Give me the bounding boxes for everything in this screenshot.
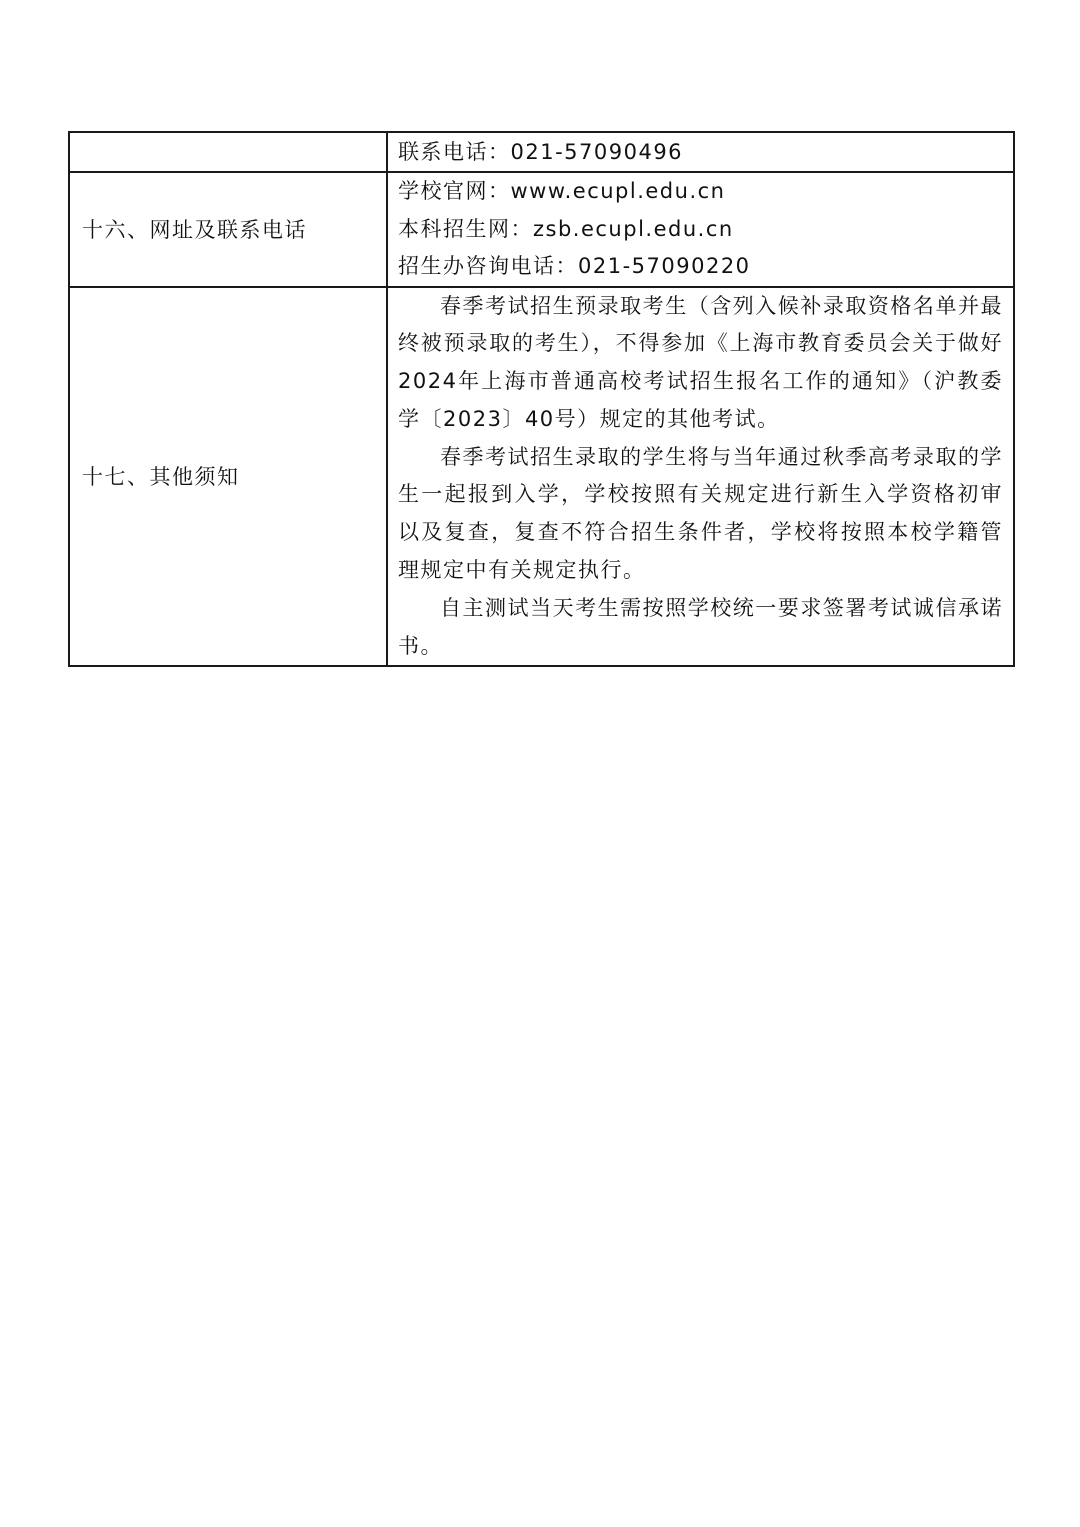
school-website-line: 学校官网：www.ecupl.edu.cn (398, 179, 726, 203)
admission-phone-line: 招生办咨询电话：021-57090220 (398, 254, 751, 278)
notice-label: 十七、其他须知 (69, 287, 387, 667)
notice-paragraph-3: 自主测试当天考生需按照学校统一要求签署考试诚信承诺书。 (398, 595, 1003, 658)
table-row-website (69, 172, 1014, 287)
notice-paragraph-1: 春季考试招生预录取考生（含列入候补录取资格名单并最终被预录取的考生），不得参加《上海市教育委员会关于做好2024年上海市普通高校考试招生报名工作的通知》（沪教委学〔2023〕40号）规定的其他考试。 (398, 293, 1003, 431)
contact-phone-label-cell (69, 132, 387, 172)
info-table (68, 131, 1015, 667)
notice-value-cell (387, 287, 1014, 667)
website-label: 十六、网址及联系电话 (69, 172, 387, 287)
table-row-contact-phone (69, 132, 1014, 172)
table-row-notice (69, 287, 1014, 667)
admission-website-line: 本科招生网：zsb.ecupl.edu.cn (398, 216, 734, 241)
contact-phone-value: 联系电话：021-57090496 (398, 140, 684, 164)
contact-phone-value-cell (387, 132, 1014, 172)
website-value-cell (387, 172, 1014, 287)
notice-paragraph-2: 春季考试招生录取的学生将与当年通过秋季高考录取的学生一起报到入学，学校按照有关规定进行新生入学资格初审以及复查，复查不符合招生条件者，学校将按照本校学籍管理规定中有关规定执行。 (398, 444, 1003, 583)
